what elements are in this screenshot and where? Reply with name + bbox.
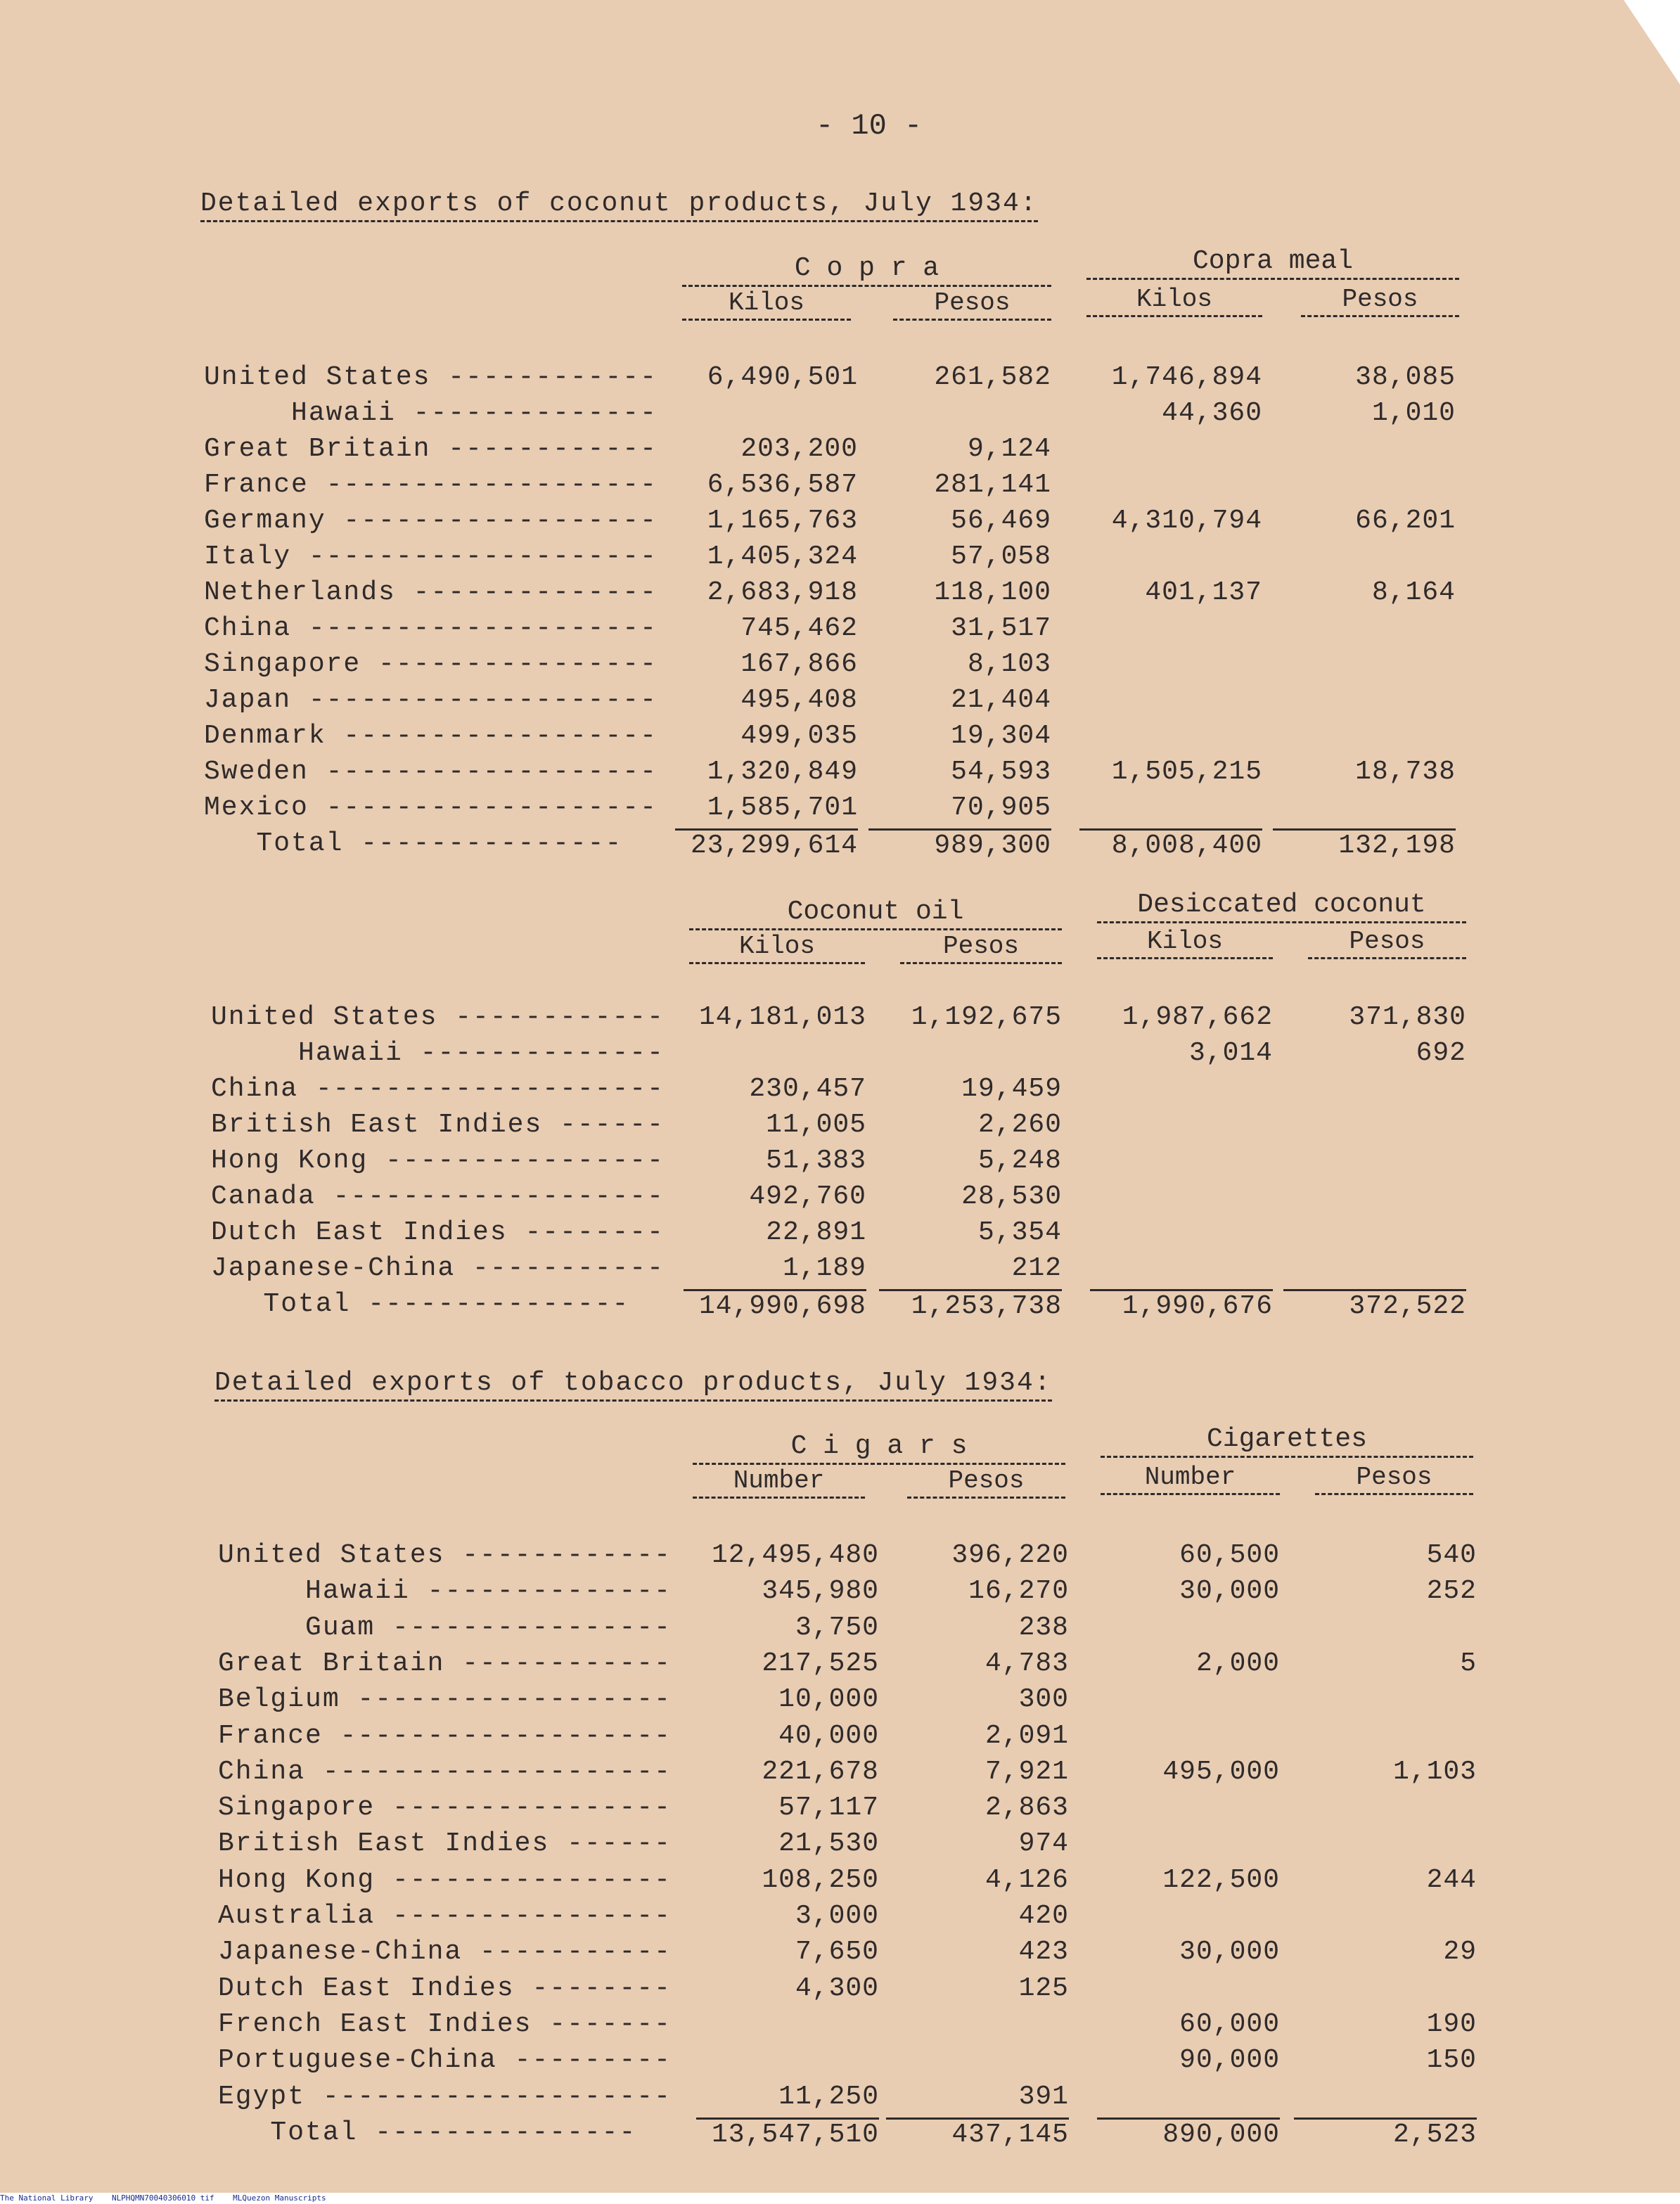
value-cell: 1,192,675 xyxy=(911,1002,1062,1032)
value-cell: 2,000 xyxy=(1195,1648,1280,1679)
table-row xyxy=(0,1074,1680,1110)
table-row xyxy=(0,398,1680,434)
value-cell: 30,000 xyxy=(1179,1576,1280,1607)
value-cell: 167,866 xyxy=(740,649,858,679)
value-cell: 345,980 xyxy=(762,1576,879,1607)
table-row xyxy=(0,828,1680,864)
value-cell: 974 xyxy=(1018,1828,1069,1859)
value-cell: 1,320,849 xyxy=(707,757,858,787)
value-cell: 244 xyxy=(1426,1864,1477,1895)
country-label: China -------------------- xyxy=(211,1074,665,1104)
country-label: Japanese-China ----------- xyxy=(211,1253,665,1283)
value-cell: 4,783 xyxy=(985,1648,1069,1679)
value-cell: 57,058 xyxy=(951,542,1051,572)
table-row xyxy=(0,1973,1680,2009)
country-label: Belgium ------------------ xyxy=(218,1684,672,1715)
value-cell: 217,525 xyxy=(762,1648,879,1679)
country-label: France ------------------- xyxy=(204,470,658,500)
col-head-pesos: Pesos xyxy=(1301,285,1459,317)
value-cell: 5 xyxy=(1460,1648,1477,1679)
table-row xyxy=(0,793,1680,828)
value-cell: 60,000 xyxy=(1179,2008,1280,2039)
value-cell: 989,300 xyxy=(868,828,1051,861)
col-head-pesos: Pesos xyxy=(1308,927,1466,959)
col-head-kilos: Kilos xyxy=(1097,927,1273,959)
country-label: Dutch East Indies -------- xyxy=(218,1973,672,2004)
value-cell: 300 xyxy=(1018,1684,1069,1715)
value-cell: 396,220 xyxy=(951,1540,1069,1570)
value-cell: 391 xyxy=(1018,2081,1069,2112)
country-label: Canada ------------------- xyxy=(211,1181,665,1212)
table-row xyxy=(0,1217,1680,1253)
country-label: Denmark ------------------ xyxy=(204,721,658,751)
value-cell: 2,863 xyxy=(985,1793,1069,1824)
table-row xyxy=(0,2009,1680,2045)
value-cell: 437,145 xyxy=(886,2117,1069,2150)
country-label: United States ------------ xyxy=(204,362,658,392)
value-cell: 499,035 xyxy=(740,721,858,751)
table-row xyxy=(0,649,1680,685)
table-row xyxy=(0,613,1680,649)
value-cell: 7,650 xyxy=(795,1937,879,1968)
value-cell: 118,100 xyxy=(934,577,1051,608)
value-cell: 44,360 xyxy=(1162,398,1262,428)
value-cell: 54,593 xyxy=(951,757,1051,787)
table-row xyxy=(0,1110,1680,1146)
value-cell: 221,678 xyxy=(762,1756,879,1787)
table-row xyxy=(0,721,1680,757)
table-row xyxy=(0,1289,1680,1325)
country-label: Mexico ------------------- xyxy=(204,793,658,823)
country-label: Hawaii -------------- xyxy=(211,1038,665,1068)
country-label: Germany ------------------ xyxy=(204,506,658,536)
table-row xyxy=(0,434,1680,470)
col-head-pesos: Pesos xyxy=(907,1466,1065,1499)
value-cell: 1,010 xyxy=(1371,398,1456,428)
value-cell: 2,523 xyxy=(1294,2117,1477,2150)
group-head-coconut-oil: Coconut oil xyxy=(689,897,1062,930)
table-row xyxy=(0,1828,1680,1864)
value-cell: 13,547,510 xyxy=(696,2117,879,2150)
value-cell: 2,091 xyxy=(985,1720,1069,1751)
table-row xyxy=(0,506,1680,542)
table-row xyxy=(0,577,1680,613)
table-row xyxy=(0,2045,1680,2081)
country-label: Great Britain ------------ xyxy=(218,1648,672,1679)
value-cell: 40,000 xyxy=(778,1720,879,1751)
value-cell: 125 xyxy=(1018,1973,1069,2004)
value-cell: 56,469 xyxy=(951,506,1051,536)
table-row xyxy=(0,1793,1680,1828)
country-label: Guam ---------------- xyxy=(218,1612,672,1643)
country-label: China -------------------- xyxy=(218,1756,672,1787)
value-cell: 10,000 xyxy=(778,1684,879,1715)
value-cell: 9,124 xyxy=(967,434,1051,464)
value-cell: 2,260 xyxy=(977,1110,1062,1140)
value-cell: 1,585,701 xyxy=(707,793,858,823)
value-cell: 495,408 xyxy=(740,685,858,715)
table-row xyxy=(0,1002,1680,1038)
country-label: Total --------------- xyxy=(204,828,623,859)
country-label: Hawaii -------------- xyxy=(204,398,658,428)
value-cell: 401,137 xyxy=(1145,577,1262,608)
country-label: British East Indies ------ xyxy=(211,1110,665,1140)
value-cell: 745,462 xyxy=(740,613,858,643)
value-cell: 230,457 xyxy=(749,1074,866,1104)
value-cell: 4,126 xyxy=(985,1864,1069,1895)
country-label: Hong Kong ---------------- xyxy=(211,1146,665,1176)
value-cell: 70,905 xyxy=(951,793,1051,823)
value-cell: 19,459 xyxy=(961,1074,1062,1104)
table-row xyxy=(0,1038,1680,1074)
value-cell: 18,738 xyxy=(1355,757,1456,787)
tobacco-section-title: Detailed exports of tobacco products, July 1934: xyxy=(214,1368,1052,1402)
table-row xyxy=(0,542,1680,577)
value-cell: 19,304 xyxy=(951,721,1051,751)
page-number: - 10 - xyxy=(816,109,923,143)
country-label: Italy -------------------- xyxy=(204,542,658,572)
country-label: Great Britain ------------ xyxy=(204,434,658,464)
table-row xyxy=(0,1613,1680,1648)
value-cell: 5,354 xyxy=(977,1217,1062,1248)
country-label: Singapore ---------------- xyxy=(204,649,658,679)
value-cell: 8,008,400 xyxy=(1079,828,1262,861)
value-cell: 692 xyxy=(1416,1038,1466,1068)
col-head-number: Number xyxy=(1101,1463,1280,1495)
value-cell: 60,500 xyxy=(1179,1540,1280,1570)
country-label: Dutch East Indies -------- xyxy=(211,1217,665,1248)
value-cell: 8,164 xyxy=(1371,577,1456,608)
value-cell: 1,253,738 xyxy=(879,1289,1062,1321)
value-cell: 5,248 xyxy=(977,1146,1062,1176)
table-row xyxy=(0,2117,1680,2153)
country-label: United States ------------ xyxy=(218,1540,672,1570)
value-cell: 3,014 xyxy=(1188,1038,1273,1068)
value-cell: 495,000 xyxy=(1162,1756,1280,1787)
country-label: France ------------------- xyxy=(218,1720,672,1751)
col-head-pesos: Pesos xyxy=(1315,1463,1473,1495)
group-head-desiccated-coconut: Desiccated coconut xyxy=(1097,890,1466,923)
folded-corner xyxy=(1624,0,1680,84)
value-cell: 90,000 xyxy=(1179,2045,1280,2076)
country-label: United States ------------ xyxy=(211,1002,665,1032)
country-label: Japanese-China ----------- xyxy=(218,1937,672,1968)
country-label: British East Indies ------ xyxy=(218,1828,672,1859)
value-cell: 1,990,676 xyxy=(1090,1289,1273,1321)
value-cell: 4,300 xyxy=(795,1973,879,2004)
value-cell: 540 xyxy=(1426,1540,1477,1570)
value-cell: 38,085 xyxy=(1355,362,1456,392)
value-cell: 1,505,215 xyxy=(1111,757,1262,787)
value-cell: 30,000 xyxy=(1179,1937,1280,1968)
value-cell: 108,250 xyxy=(762,1864,879,1895)
value-cell: 492,760 xyxy=(749,1181,866,1212)
col-head-kilos: Kilos xyxy=(682,288,851,321)
table-row xyxy=(0,1648,1680,1684)
country-label: Total --------------- xyxy=(211,1289,630,1319)
table-row xyxy=(0,2082,1680,2117)
value-cell: 150 xyxy=(1426,2045,1477,2076)
value-cell: 372,522 xyxy=(1283,1289,1466,1321)
table-row xyxy=(0,1865,1680,1901)
country-label: Total --------------- xyxy=(218,2117,637,2148)
coconut-section-title: Detailed exports of coconut products, July 1934: xyxy=(200,188,1038,222)
country-label: Hawaii -------------- xyxy=(218,1576,672,1607)
table-row xyxy=(0,1576,1680,1612)
value-cell: 132,198 xyxy=(1273,828,1456,861)
value-cell: 252 xyxy=(1426,1576,1477,1607)
country-label: Japan -------------------- xyxy=(204,685,658,715)
table-row xyxy=(0,1253,1680,1289)
table-row xyxy=(0,470,1680,506)
country-label: Singapore ---------------- xyxy=(218,1793,672,1824)
value-cell: 1,165,763 xyxy=(707,506,858,536)
value-cell: 423 xyxy=(1018,1937,1069,1968)
country-label: Australia ---------------- xyxy=(218,1901,672,1931)
value-cell: 261,582 xyxy=(934,362,1051,392)
footer-caption: The National Library NLPHQMN70040306010 tif MLQuezon Manuscripts xyxy=(0,2193,1680,2204)
value-cell: 190 xyxy=(1426,2008,1477,2039)
value-cell: 1,189 xyxy=(782,1253,866,1283)
value-cell: 16,270 xyxy=(968,1576,1069,1607)
value-cell: 3,750 xyxy=(795,1612,879,1643)
col-head-pesos: Pesos xyxy=(893,288,1051,321)
value-cell: 1,987,662 xyxy=(1122,1002,1273,1032)
value-cell: 66,201 xyxy=(1355,506,1456,536)
value-cell: 51,383 xyxy=(766,1146,866,1176)
country-label: French East Indies ------- xyxy=(218,2008,672,2039)
value-cell: 22,891 xyxy=(766,1217,866,1248)
value-cell: 281,141 xyxy=(934,470,1051,500)
table-row xyxy=(0,362,1680,398)
group-head-cigarettes: Cigarettes xyxy=(1101,1424,1473,1458)
value-cell: 6,490,501 xyxy=(707,362,858,392)
table-row xyxy=(0,1540,1680,1576)
value-cell: 11,005 xyxy=(766,1110,866,1140)
table-row xyxy=(0,1937,1680,1973)
value-cell: 3,000 xyxy=(795,1901,879,1931)
col-head-number: Number xyxy=(693,1466,865,1499)
country-label: Egypt -------------------- xyxy=(218,2081,672,2112)
col-head-pesos: Pesos xyxy=(900,932,1062,964)
table-row xyxy=(0,1146,1680,1181)
value-cell: 6,536,587 xyxy=(707,470,858,500)
col-head-kilos: Kilos xyxy=(1086,285,1262,317)
value-cell: 8,103 xyxy=(967,649,1051,679)
value-cell: 212 xyxy=(1011,1253,1062,1283)
country-label: Sweden ------------------- xyxy=(204,757,658,787)
country-label: China -------------------- xyxy=(204,613,658,643)
value-cell: 21,530 xyxy=(778,1828,879,1859)
value-cell: 420 xyxy=(1018,1901,1069,1931)
group-head-copra-meal: Copra meal xyxy=(1086,246,1459,280)
value-cell: 57,117 xyxy=(778,1793,879,1824)
table-row xyxy=(0,1684,1680,1720)
value-cell: 7,921 xyxy=(985,1756,1069,1787)
value-cell: 31,517 xyxy=(951,613,1051,643)
table-row xyxy=(0,757,1680,793)
country-label: Hong Kong ---------------- xyxy=(218,1864,672,1895)
value-cell: 2,683,918 xyxy=(707,577,858,608)
value-cell: 238 xyxy=(1018,1612,1069,1643)
value-cell: 11,250 xyxy=(778,2081,879,2112)
value-cell: 14,181,013 xyxy=(698,1002,866,1032)
table-row xyxy=(0,1721,1680,1757)
value-cell: 29 xyxy=(1443,1937,1477,1968)
value-cell: 14,990,698 xyxy=(684,1289,866,1321)
col-head-kilos: Kilos xyxy=(689,932,865,964)
table-row xyxy=(0,1181,1680,1217)
group-head-cigars: C i g a r s xyxy=(693,1431,1065,1465)
value-cell: 12,495,480 xyxy=(711,1540,879,1570)
value-cell: 1,405,324 xyxy=(707,542,858,572)
country-label: Netherlands -------------- xyxy=(204,577,658,608)
value-cell: 23,299,614 xyxy=(675,828,858,861)
value-cell: 4,310,794 xyxy=(1111,506,1262,536)
table-row xyxy=(0,1757,1680,1793)
country-label: Portuguese-China --------- xyxy=(218,2045,672,2076)
value-cell: 371,830 xyxy=(1349,1002,1466,1032)
value-cell: 21,404 xyxy=(951,685,1051,715)
value-cell: 1,103 xyxy=(1392,1756,1477,1787)
value-cell: 203,200 xyxy=(740,434,858,464)
value-cell: 890,000 xyxy=(1097,2117,1280,2150)
value-cell: 122,500 xyxy=(1162,1864,1280,1895)
value-cell: 1,746,894 xyxy=(1111,362,1262,392)
value-cell: 28,530 xyxy=(961,1181,1062,1212)
table-row xyxy=(0,685,1680,721)
table-row xyxy=(0,1901,1680,1937)
group-head-copra: C o p r a xyxy=(682,253,1051,287)
